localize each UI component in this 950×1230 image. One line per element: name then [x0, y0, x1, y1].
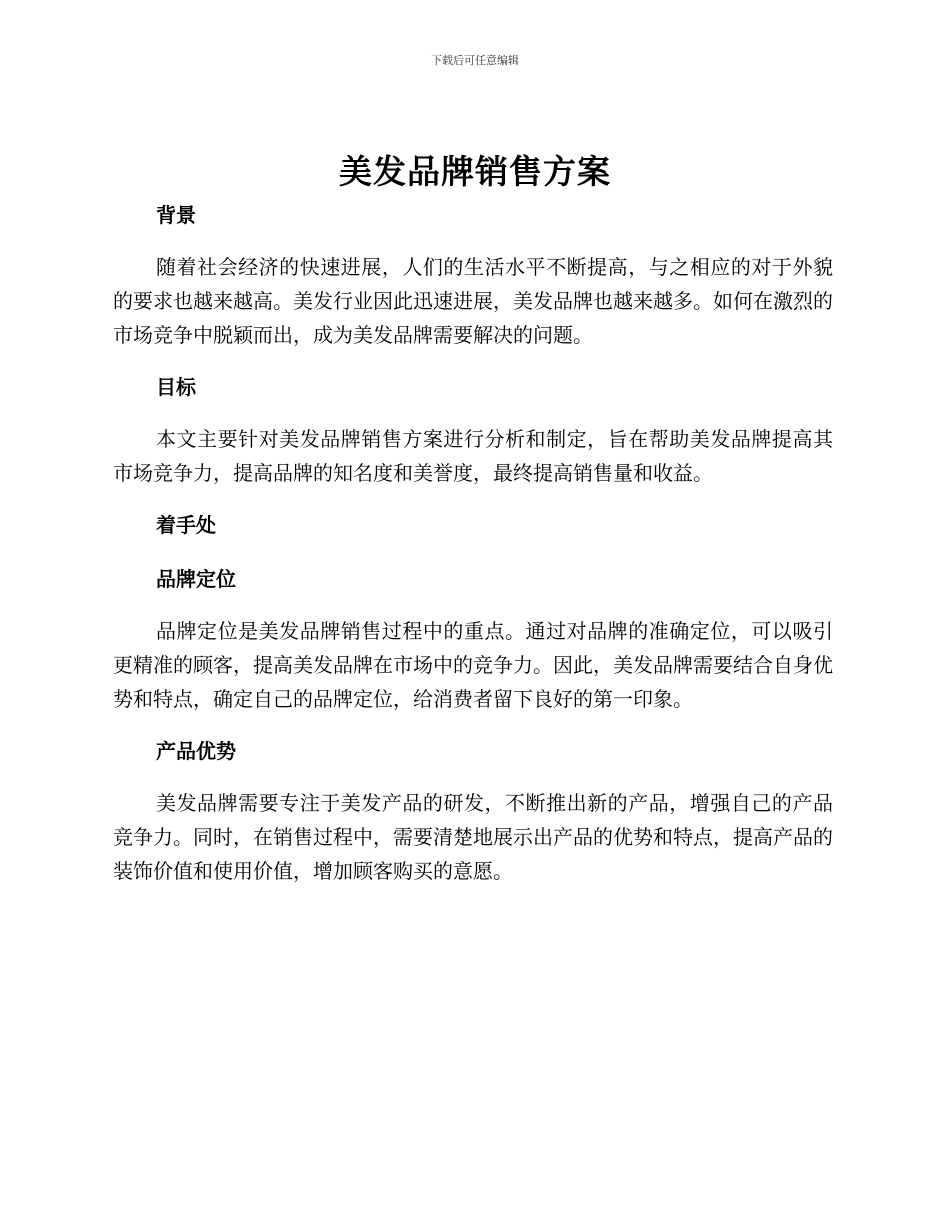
- paragraph-background: 随着社会经济的快速进展，人们的生活水平不断提高，与之相应的对于外貌的要求也越来越高。美发行业因此迅速进展，美发品牌也越来越多。如何在激烈的市场竞争中脱颖而出，成为美发品牌需要解决的问题。: [113, 255, 833, 347]
- heading-background: 背景: [156, 203, 196, 227]
- heading-product: 产品优势: [156, 739, 236, 763]
- heading-goal: 目标: [156, 375, 196, 399]
- header-note: 下载后可任意编辑: [431, 54, 519, 67]
- heading-approach: 着手处: [156, 513, 216, 537]
- paragraph-product: 美发品牌需要专注于美发产品的研发，不断推出新的产品，增强自己的产品竞争力。同时，在销售过程中，需要清楚地展示出产品的优势和特点，提高产品的装饰价值和使用价值，增加顾客购买的意愿。: [113, 791, 833, 883]
- paragraph-goal: 本文主要针对美发品牌销售方案进行分析和制定，旨在帮助美发品牌提高其市场竞争力，提高品牌的知名度和美誉度，最终提高销售量和收益。: [113, 427, 833, 485]
- document-title: 美发品牌销售方案: [339, 152, 611, 191]
- document-body: [113, 198, 833, 888]
- paragraph-positioning: 品牌定位是美发品牌销售过程中的重点。通过对品牌的准确定位，可以吸引更精准的顾客，提高美发品牌在市场中的竞争力。因此，美发品牌需要结合自身优势和特点，确定自己的品牌定位，给消费者留下良好的第一印象。: [113, 619, 833, 711]
- heading-positioning: 品牌定位: [156, 567, 236, 591]
